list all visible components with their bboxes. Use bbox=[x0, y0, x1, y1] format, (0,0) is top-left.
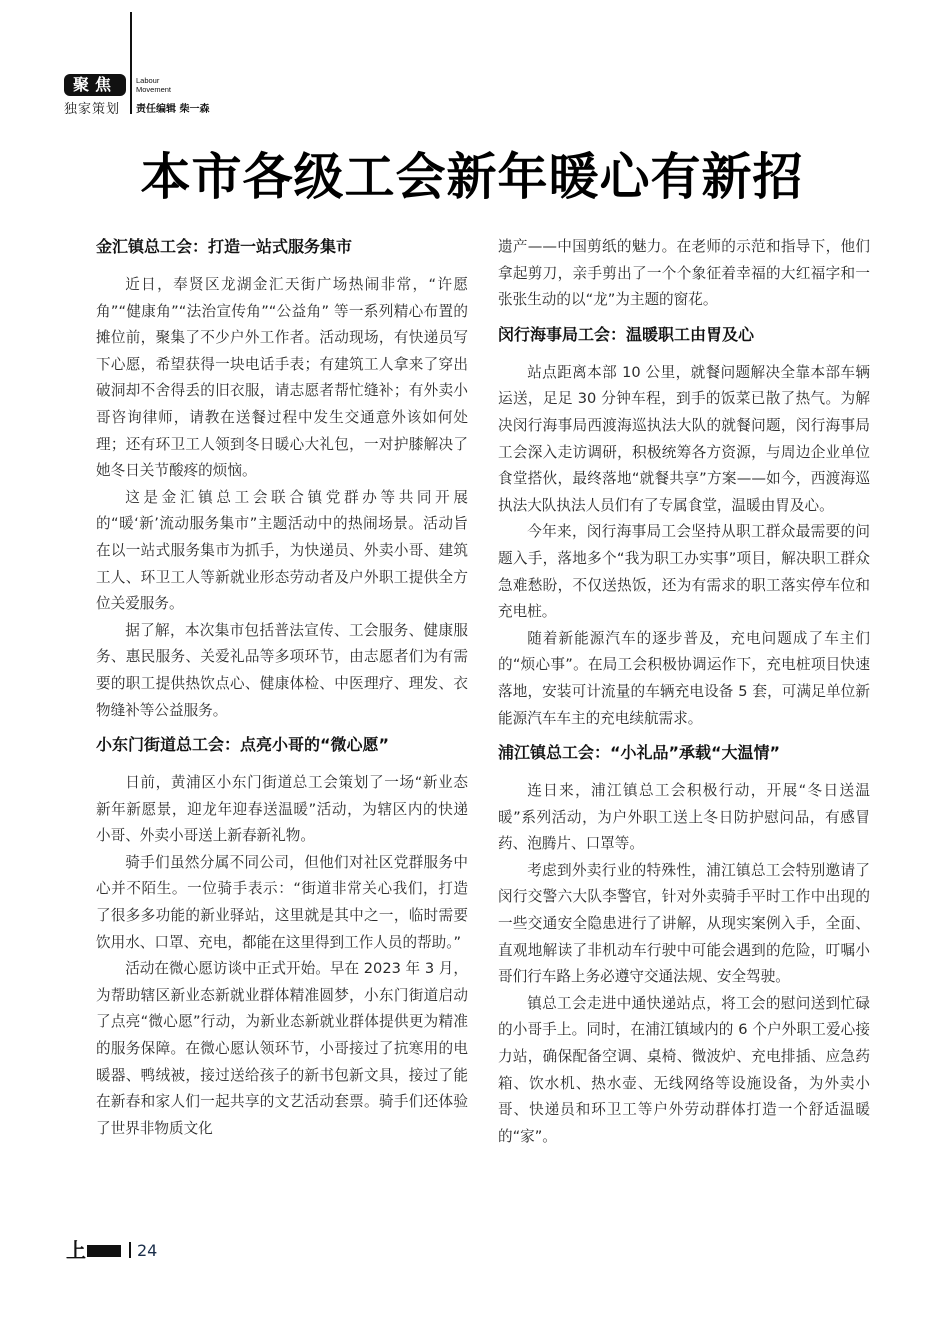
logo-char: 上 bbox=[66, 1238, 86, 1262]
left-column bbox=[96, 234, 468, 1142]
paragraph: 活动在微心愿访谈中正式开始。早在 2023 年 3 月，为帮助辖区新业态新就业群体精准圆梦，小东门街道启动了点亮“微心愿”行动，为新业态新就业群体提供更为精准的服务保障。在微心愿认领环节，小哥接过了抗寒用的电暖器、鸭绒被，接过送给孩子的新书包新文具，接过了能在新春和家人们一起共享的文艺活动套票。骑手们还体验了世界非物质文化 bbox=[96, 960, 468, 1137]
paragraph: 近日，奉贤区龙湖金汇天街广场热闹非常，“许愿角”“健康角”“法治宣传角”“公益角” 等一系列精心布置的摊位前，聚集了不少户外工作者。活动现场，有快递员写下心愿，希望获得一块电话手表；有建筑工人拿来了穿出破洞却不舍得丢的旧衣服，请志愿者帮忙缝补；有外卖小哥咨询律师，请教在送餐过程中发生交通意外该如何处理；还有环卫工人领到冬日暖心大礼包，一对护膝解决了她冬日关节酸疼的烦恼。 bbox=[96, 276, 468, 480]
paragraph: 据了解，本次集市包括普法宣传、工会服务、健康服务、惠民服务、关爱礼品等多项环节，由志愿者们为有需要的职工提供热饮点心、健康体检、中医理疗、理发、衣物缝补等公益服务。 bbox=[96, 621, 468, 719]
column-label-line2: Movement bbox=[136, 85, 172, 94]
logo-mark-icon bbox=[87, 1245, 121, 1257]
right-column bbox=[498, 234, 870, 1150]
section-subtitle: 独家策划 bbox=[64, 102, 121, 117]
paragraph: 这是金汇镇总工会联合镇党群办等共同开展的“暖‘新’流动服务集市”主题活动中的热闹场景。活动旨在以一站式服务集市为抓手，为快递员、外卖小哥、建筑工人、环卫工人等新就业形态劳动者及户外职工提供全方位关爱服务。 bbox=[96, 488, 468, 613]
section-heading-xiaodongmen: 小东门街道总工会：点亮小哥的“微心愿” bbox=[96, 735, 390, 755]
paragraph-continued: 遗产——中国剪纸的魅力。在老师的示范和指导下，他们拿起剪刀，亲手剪出了一个个象征着幸福的大红福字和一张张生动的以“龙”为主题的窗花。 bbox=[498, 238, 870, 309]
section-heading-minhang-maritime: 闵行海事局工会：温暖职工由胃及心 bbox=[498, 324, 755, 344]
paragraph: 今年来，闵行海事局工会坚持从职工群众最需要的问题入手，落地多个“我为职工办实事”项目，解决职工群众急难愁盼，不仅送热饭，还为有需求的职工落实停车位和充电桩。 bbox=[498, 523, 870, 621]
editor-credit: 责任编辑 柴一森 bbox=[136, 104, 210, 115]
paragraph: 站点距离本部 10 公里，就餐问题解决全靠本部车辆运送，足足 30 分钟车程，到手的饭菜已散了热气。为解决闵行海事局西渡海巡执法大队的就餐问题，闵行海事局工会深入走访调研，积极统筹各方资源，与周边企业单位食堂搭伙，最终落地“就餐共享”方案——如今，西渡海巡执法大队执法人员们有了专属食堂，温暖由胃及心。 bbox=[498, 363, 870, 514]
page-number: 24 bbox=[137, 1240, 158, 1260]
article-title: 本市各级工会新年暖心有新招 bbox=[140, 147, 804, 206]
paragraph: 镇总工会走进中通快递站点，将工会的慰问送到忙碌的小哥手上。同时，在浦江镇域内的 6 个户外职工爱心接力站，确保配备空调、桌椅、微波炉、充电排插、应急药箱、饮水机、热水壶、无线网络等设施设备，为外卖小哥、快递员和环卫工等户外劳动群体打造一个舒适温暖的“家”。 bbox=[498, 994, 870, 1145]
section-badge: 聚焦 bbox=[64, 74, 126, 96]
section-heading-jinhui: 金汇镇总工会：打造一站式服务集市 bbox=[96, 237, 353, 256]
page-footer bbox=[66, 1240, 157, 1260]
paragraph: 日前，黄浦区小东门街道总工会策划了一场“新业态新年新愿景，迎龙年迎春送温暖”活动，为辖区内的快递小哥、外卖小哥送上新春新礼物。 bbox=[96, 774, 468, 845]
section-heading-pujiang: 浦江镇总工会：“小礼品”承载“大温情” bbox=[498, 743, 781, 763]
magazine-logo bbox=[66, 1240, 121, 1260]
column-label bbox=[136, 76, 171, 94]
paragraph: 连日来，浦江镇总工会积极行动，开展“冬日送温暖”系列活动，为户外职工送上冬日防护慰问品，有感冒药、泡腾片、口罩等。 bbox=[498, 782, 870, 853]
footer-divider bbox=[129, 1242, 131, 1258]
column-label-line1: Labour bbox=[136, 76, 160, 85]
paragraph: 随着新能源汽车的逐步普及，充电问题成了车主们的“烦心事”。在局工会积极协调运作下，充电桩项目快速落地，安装可计流量的车辆充电设备 5 套，可满足单位新能源汽车车主的充电续航需求。 bbox=[498, 629, 870, 727]
paragraph: 考虑到外卖行业的特殊性，浦江镇总工会特别邀请了闵行交警六大队李警官，针对外卖骑手平时工作中出现的一些交通安全隐患进行了讲解，从现实案例入手，全面、直观地解读了非机动车行驶中可能会遇到的危险，叮嘱小哥们行车路上务必遵守交通法规、安全驾驶。 bbox=[498, 861, 870, 986]
paragraph: 骑手们虽然分属不同公司，但他们对社区党群服务中心并不陌生。一位骑手表示：“街道非常关心我们，打造了很多多功能的新业驿站，这里就是其中之一，临时需要饮用水、口罩、充电，都能在这里得到工作人员的帮助。” bbox=[96, 853, 468, 951]
header-divider-line bbox=[130, 12, 132, 114]
